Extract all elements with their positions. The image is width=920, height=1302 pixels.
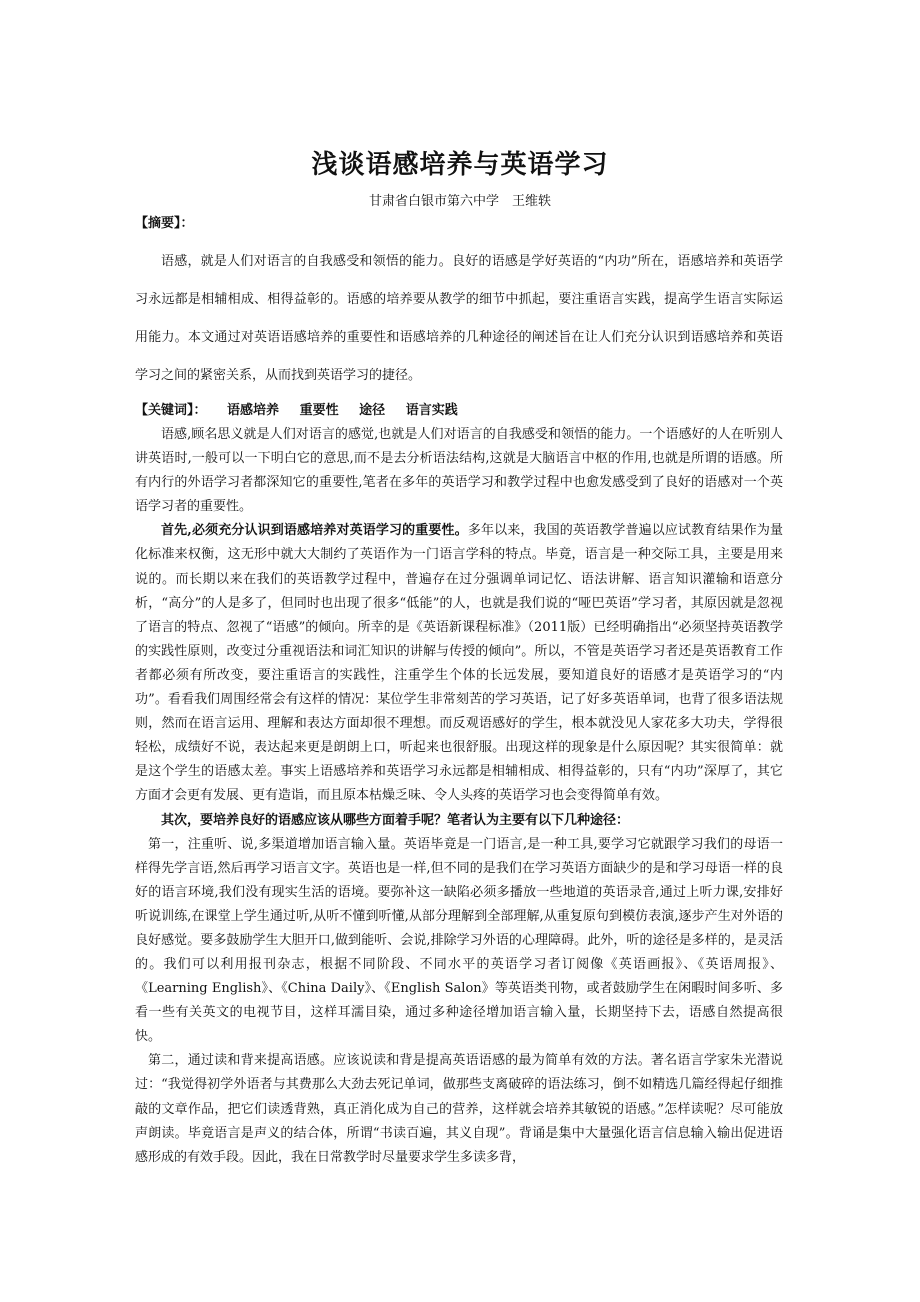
body-paragraph-1: 语感,顾名思义就是人们对语言的感觉,也就是人们对语言的自我感受和领悟的能力。一个语感好的人在听别人讲英语时,一般可以一下明白它的意思,而不是去分析语法结构,这就是大脑语言中枢的作用,也就是所谓的语感。所有内行的外语学习者都深知它的重要性,笔者在多年的英语学习和教学过程中也愈发感受到了良好的语感对一个英语学习者的重要性。	[135, 427, 783, 515]
keywords-label: 【关键词】：	[135, 403, 207, 418]
paper-title: 浅谈语感培养与英语学习	[311, 150, 609, 180]
keyword-item: 语言实践	[405, 403, 458, 418]
keyword-item: 重要性	[299, 403, 339, 418]
paragraph-lead-sentence: 首先,必须充分认识到语感培养对英语学习的重要性。	[161, 523, 468, 539]
abstract-text: 语感，就是人们对语言的自我感受和领悟的能力。良好的语感是学好英语的“内功”所在，语感培养和英语学习永远都是相辅相成、相得益彰的。语感的培养要从教学的细节中抓起，要注重语言实践，提高学生语言实际运用能力。本文通过对英语语感培养的重要性和语感培养的几种途径的阐述旨在让人们充分认识到语感培养和英语学习之间的紧密关系，从而找到英语学习的捷径。	[135, 254, 783, 383]
abstract-label: 【摘要】：	[135, 216, 194, 231]
keywords-line	[135, 399, 783, 423]
keyword-item: 语感培养	[227, 403, 280, 418]
paragraph-text: 多年以来，我国的英语教学普遍以应试教育结果作为量化标准来权衡，这无形中就大大制约了英语作为一门语言学科的特点。毕竟，语言是一种交际工具，主要是用来说的。而长期以来在我们的英语教学过程中，普遍存在过分强调单词记忆、语法讲解、语言知识灌输和语意分析，“高分”的人是多了，但同时也出现了很多“低能”的人，也就是我们说的“哑巴英语”学习者，其原因就是忽视了语言的特点、忽视了“语感”的倾向。所幸的是《英语新课程标准》（2011版）已经明确指出“必须坚持英语教学的实践性原则，改变过分重视语法和词汇知识的讲解与传授的倾向”。所以，不管是英语学习者还是英语教育工作者都必须有所改变，要注重语言的实践性，注重学生个体的长远发展，要知道良好的语感才是英语学习的“内功”。看看我们周围经常会有这样的情况：某位学生非常刻苦的学习英语，记了好多英语单词，也背了很多语法规则，然而在语言运用、理解和表达方面却很不理想。而反观语感好的学生，根本就没见人家花多大功夫，学得很轻松，成绩好不说，表达起来更是朗朗上口，听起来也很舒服。出现这样的现象是什么原因呢？其实很简单：就是这个学生的语感太差。事实上语感培养和英语学习永远都是相辅相成、相得益彰的，只有“内功”深厚了，其它方面才会更有发展、更有造诣，而且原本枯燥乏味、令人头疼的英语学习也会变得简单有效。	[135, 523, 783, 804]
section-heading-paragraph: 其次，要培养良好的语感应该从哪些方面着手呢？笔者认为主要有以下几种途径：	[161, 812, 630, 828]
body-paragraph-2	[135, 519, 783, 808]
keyword-item: 途径	[359, 403, 386, 418]
paper-body	[135, 211, 783, 1170]
body-paragraph-5: 第二，通过读和背来提高语感。应该说读和背是提高英语语感的最为简单有效的方法。著名语言学家朱光潜说过：“我觉得初学外语者与其费那么大劲去死记单词，做那些支离破碎的语法练习，倒不如精选几篇经得起仔细推敲的文章作品，把它们读透背熟，真正消化成为自己的营养，这样就会培养其敏锐的语感。”怎样读呢？尽可能放声朗读。毕竟语言是声义的结合体，所谓“书读百遍，其义自现”。背诵是集中大量强化语言信息输入输出促进语感形成的有效手段。因此，我在日常教学时尽量要求学生多读多背，	[135, 1053, 783, 1165]
body-paragraph-4: 第一，注重听、说,多渠道增加语言输入量。英语毕竟是一门语言,是一种工具,要学习它就跟学习我们的母语一样得先学言语,然后再学习语言文字。英语也是一样,但不同的是我们在学习英语方面缺少的是和学习母语一样的良好的语言环境,我们没有现实生活的语境。要弥补这一缺陷必须多播放一些地道的英语录音,通过上听力课,安排好听说训练,在课堂上学生通过听,从听不懂到听懂,从部分理解到全部理解,从重复原句到模仿表演,逐步产生对外语的良好感觉。要多鼓励学生大胆开口,做到能听、会说,排除学习外语的心理障碍。此外，听的途径是多样的，是灵活的。我们可以利用报刊杂志，根据不同阶段、不同水平的英语学习者订阅像《英语画报》、《英语周报》、《Learning English》、《China Daily》、《English Salon》等英语类刊物，或者鼓励学生在闲暇时间多听、多看一些有关英文的电视节目，这样耳濡目染，通过多种途径增加语言输入量，长期坚持下去，语感自然提高很快。	[135, 836, 783, 1045]
author-line: 甘肃省白银市第六中学 王维轶	[368, 194, 551, 209]
